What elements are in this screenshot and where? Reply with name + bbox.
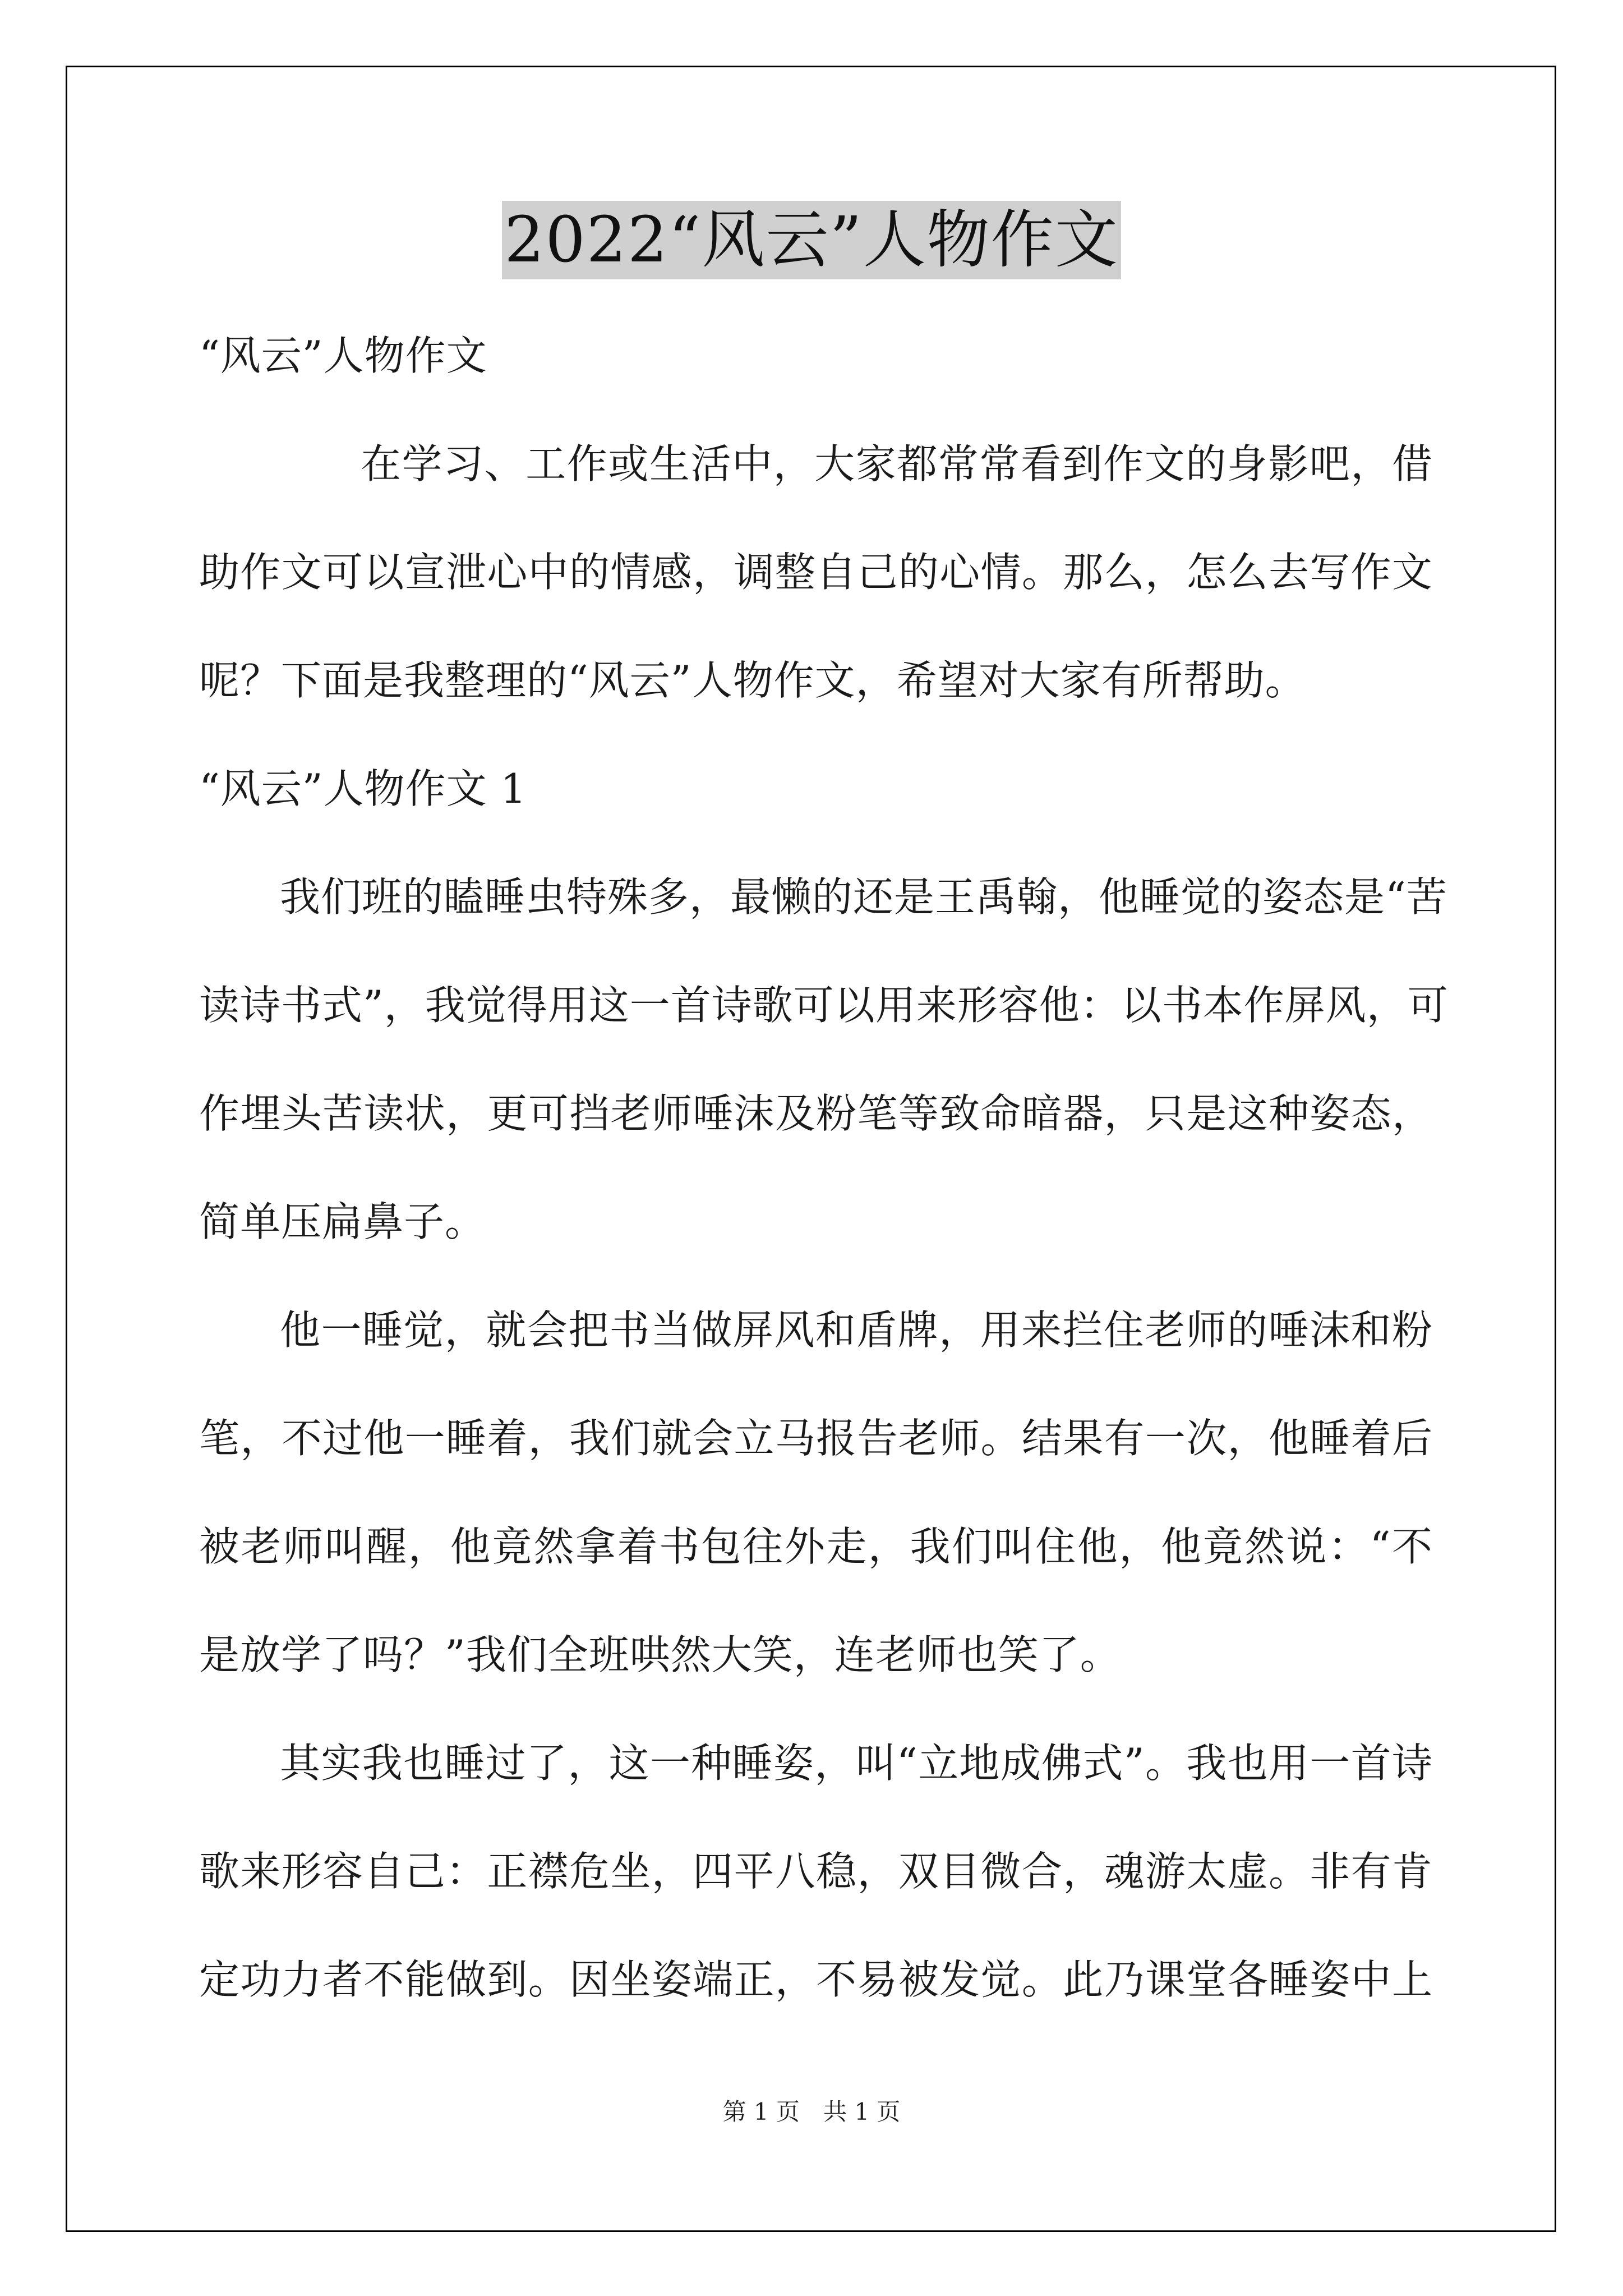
paragraph-line: 其实我也睡过了，这一种睡姿，叫“立地成佛式”。我也用一首诗 [280,1740,1433,1787]
paragraph-line: 简单压扁鼻子。 [199,1198,486,1245]
paragraph-line: 呢？下面是我整理的“风云”人物作文，希望对大家有所帮助。 [199,657,1306,704]
paragraph-line: 作埋头苦读状，更可挡老师唾沫及粉笔等致命暗器，只是这种姿态， [199,1090,1433,1137]
paragraph-line: 助作文可以宣泄心中的情感，调整自己的心情。那么，怎么去写作文 [199,549,1433,596]
paragraph-line: 读诗书式”，我觉得用这一首诗歌可以用来形容他：以书本作屏风，可 [199,982,1449,1029]
paragraph-line: 笔，不过他一睡着，我们就会立马报告老师。结果有一次，他睡着后 [199,1415,1433,1462]
title-container [0,201,1623,279]
section-heading: “风云”人物作文 [199,332,487,379]
paragraph-line: 歌来形容自己：正襟危坐，四平八稳，双目微合，魂游太虚。非有肯 [199,1848,1433,1895]
paragraph-line: 定功力者不能做到。因坐姿端正，不易被发觉。此乃课堂各睡姿中上 [199,1956,1433,2003]
document-body [199,302,1449,2034]
paragraph-line: 在学习、工作或生活中，大家都常常看到作文的身影吧，借 [361,440,1433,487]
paragraph-line: 我们班的瞌睡虫特殊多，最懒的还是王禹翰，他睡觉的姿态是“苦 [280,873,1447,921]
paragraph-line: 是放学了吗？”我们全班哄然大笑，连老师也笑了。 [199,1631,1121,1678]
page-number: 第 1 页 [722,2098,800,2125]
paragraph-line: 被老师叫醒，他竟然拿着书包往外走，我们叫住他，他竟然说：“不 [199,1523,1433,1570]
paragraph-line: 他一睡觉，就会把书当做屏风和盾牌，用来拦住老师的唾沫和粉 [280,1306,1433,1354]
page-footer [0,2095,1623,2129]
document-title: 2022“风云”人物作文 [502,201,1121,279]
section-heading: “风云”人物作文 1 [199,765,527,812]
page-total: 共 1 页 [823,2098,901,2125]
